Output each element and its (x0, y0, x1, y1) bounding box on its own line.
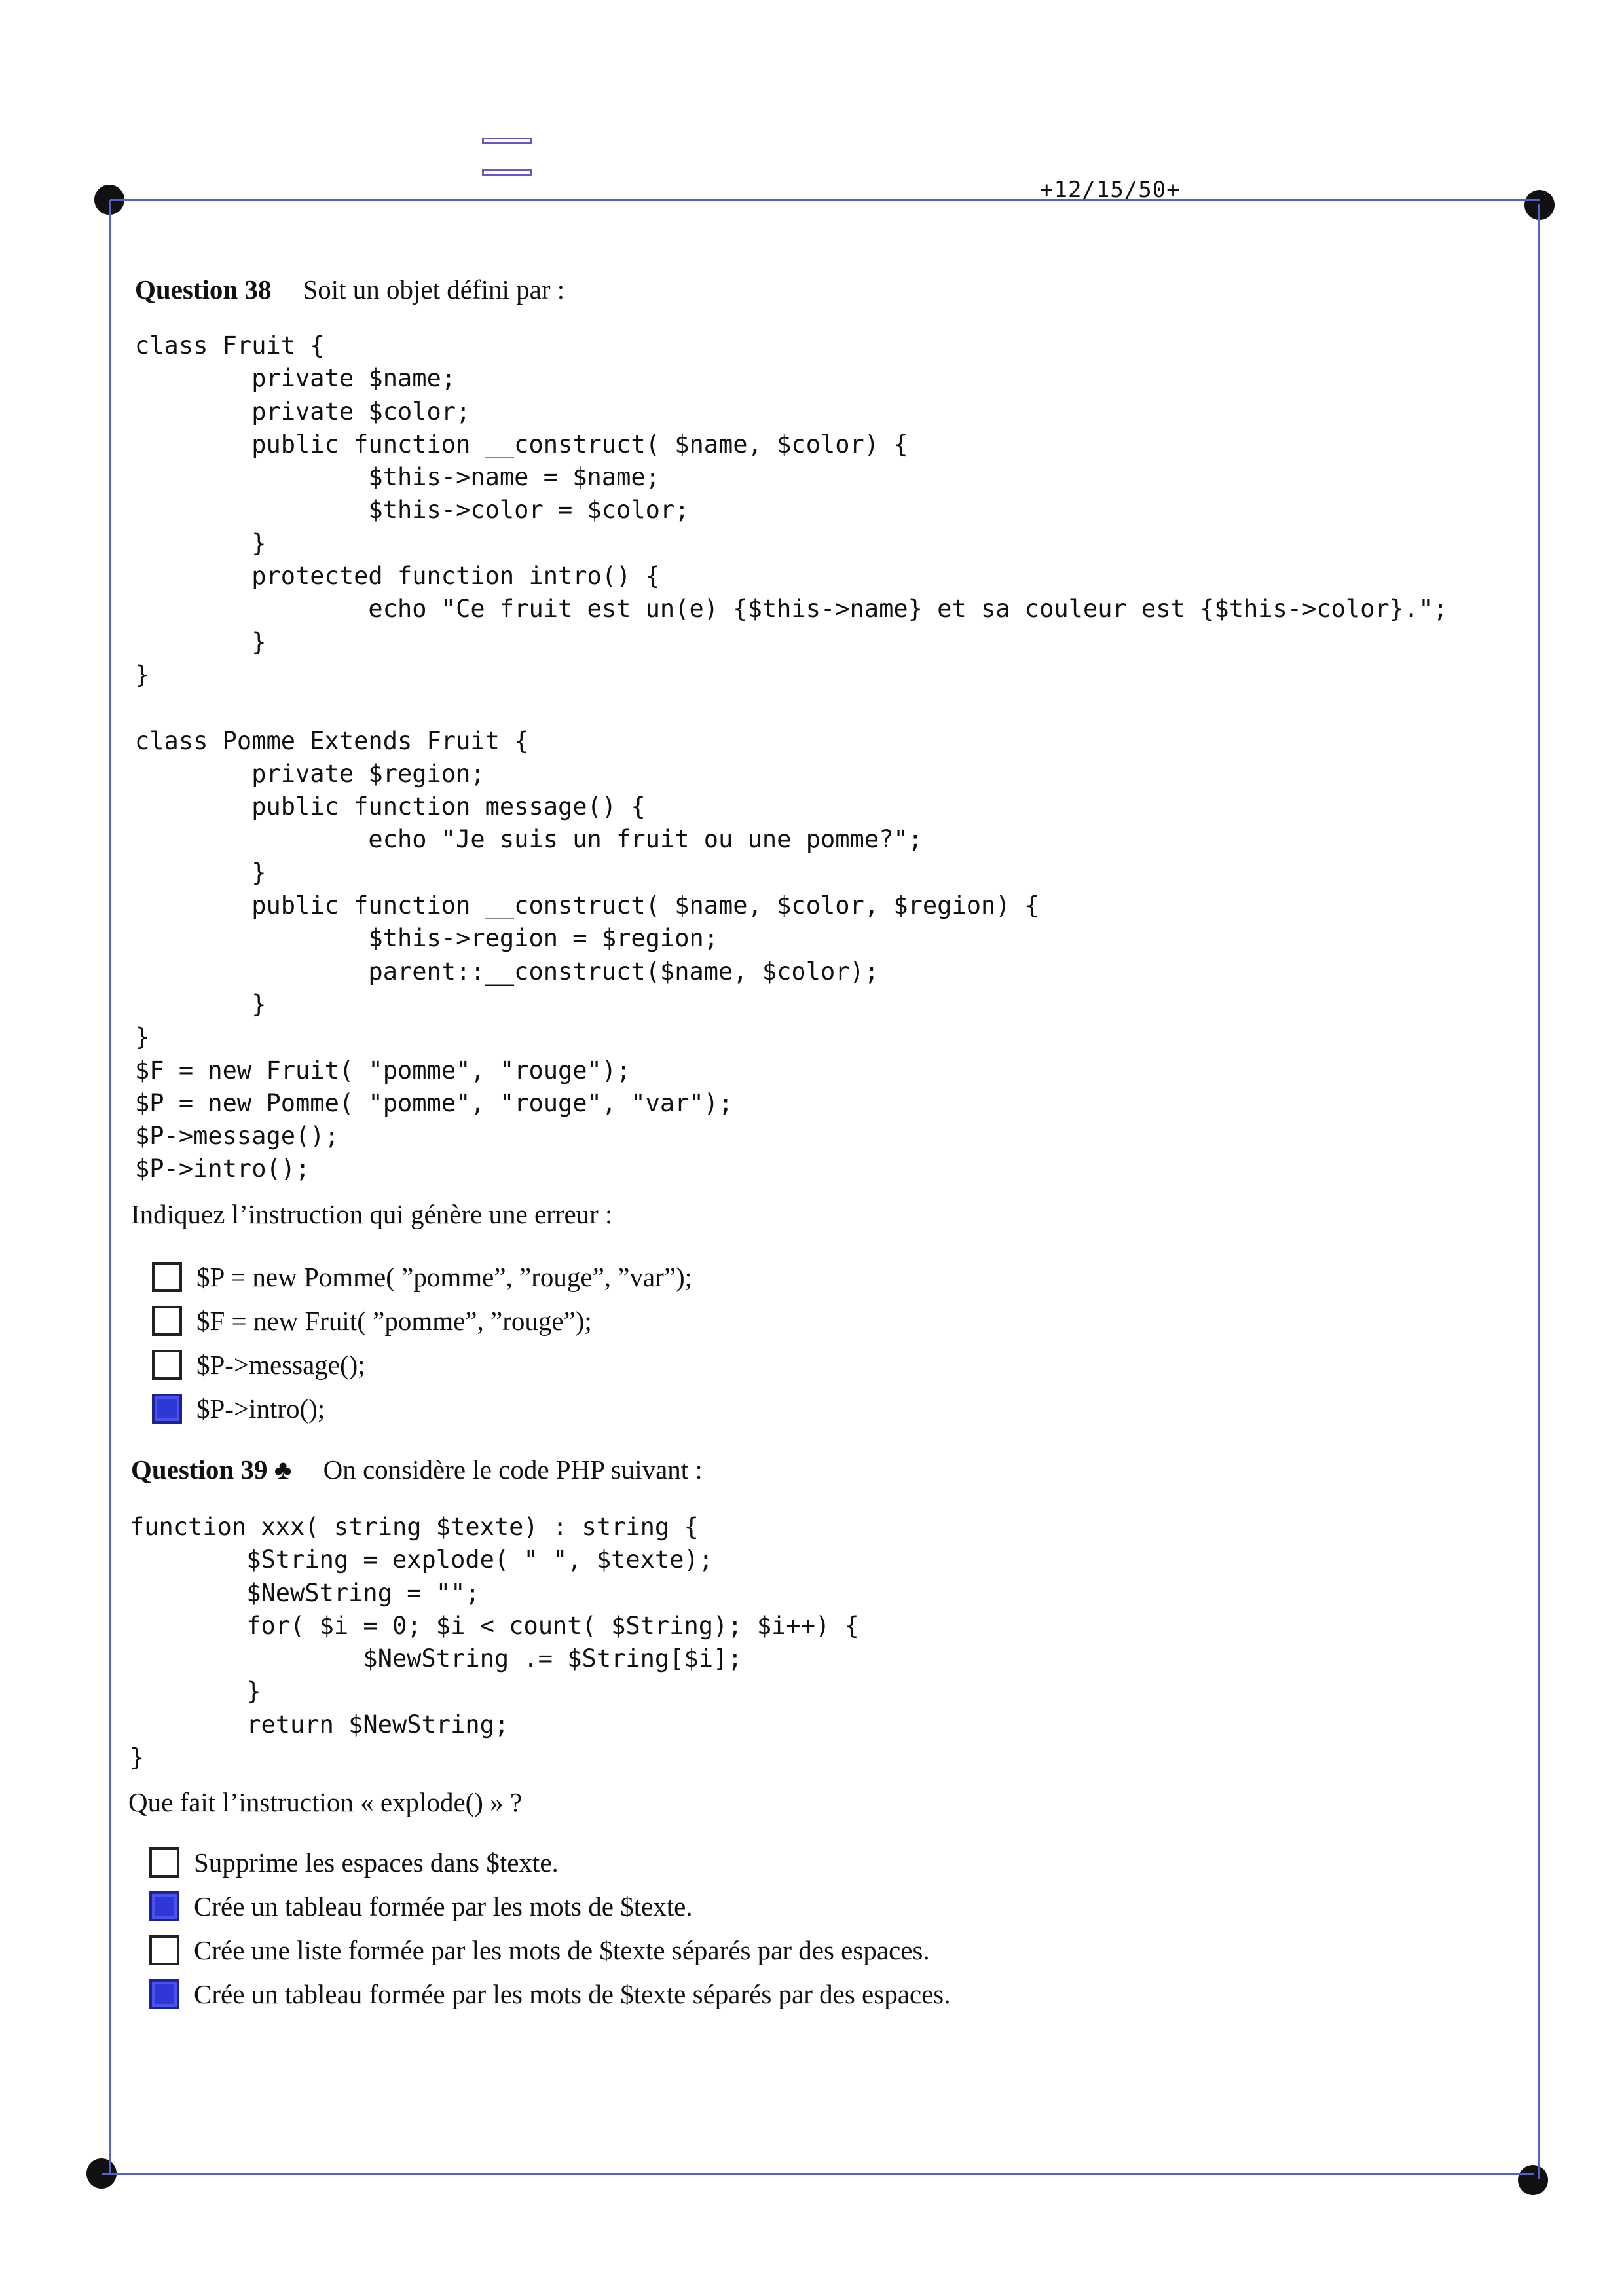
id-codebar-bottom (482, 169, 532, 176)
checkbox[interactable] (152, 1262, 182, 1292)
code-line: class Fruit { (135, 331, 325, 360)
answer-option[interactable] (149, 1884, 951, 1928)
code-line: } (135, 528, 267, 557)
code-line: parent::__construct($name, $color); (135, 957, 879, 986)
code-line: $String = explode( " ", $texte); (130, 1546, 714, 1574)
answer-option[interactable] (152, 1255, 692, 1299)
answer-text: Supprime les espaces dans $texte. (194, 1847, 559, 1878)
code-line: } (130, 1743, 145, 1772)
code-line: } (135, 1023, 150, 1052)
answer-option[interactable] (152, 1299, 692, 1342)
id-codebar-top (482, 138, 532, 144)
question-number: Question 38 (135, 274, 272, 305)
question-number: Question 39 ♣ (131, 1454, 292, 1485)
answer-option[interactable] (149, 1972, 951, 2016)
code-line: $this->region = $region; (135, 924, 719, 953)
question-39-title (131, 1454, 703, 1485)
checkbox[interactable] (149, 1935, 179, 1965)
code-line: } (135, 627, 267, 656)
question-38-prompt: Indiquez l’instruction qui génère une erreur : (131, 1199, 613, 1229)
code-line (135, 692, 1448, 724)
code-line: public function __construct( $name, $color) { (135, 430, 908, 458)
page-id: +12/15/50+ (1040, 177, 1181, 203)
code-line: } (135, 990, 267, 1018)
code-line: } (135, 858, 267, 887)
code-line: $NewString = ""; (130, 1578, 480, 1607)
code-block-q38 (135, 329, 1448, 1186)
code-line: private $color; (135, 397, 471, 426)
answer-text: Crée un tableau formée par les mots de $texte. (194, 1891, 693, 1921)
answer-option[interactable] (152, 1386, 692, 1430)
frame-right (1538, 204, 1540, 2179)
checkbox[interactable] (152, 1306, 182, 1336)
code-line: for( $i = 0; $i < count( $String); $i++) { (130, 1611, 859, 1640)
code-line: public function __construct( $name, $color, $region) { (135, 891, 1040, 920)
answers-q39 (149, 1840, 951, 2016)
checked-box[interactable] (149, 1979, 179, 2009)
answer-option[interactable] (149, 1928, 951, 1972)
code-line: $P->intro(); (135, 1155, 310, 1183)
answers-q38 (152, 1255, 692, 1430)
corner-mark-top-right (1524, 190, 1555, 220)
code-line: $NewString .= $String[$i]; (130, 1644, 743, 1673)
answer-text: $P = new Pomme( ”pomme”, ”rouge”, ”var”); (196, 1261, 693, 1292)
code-line: function xxx( string $texte) : string { (130, 1513, 699, 1541)
frame-bottom (102, 2173, 1534, 2175)
answer-text: $P->message(); (196, 1349, 365, 1380)
code-line: public function message() { (135, 792, 646, 821)
code-block-q39 (130, 1511, 859, 1774)
question-38-title (135, 274, 564, 305)
question-statement: On considère le code PHP suivant : (323, 1454, 703, 1485)
answer-option[interactable] (152, 1342, 692, 1386)
checkbox[interactable] (149, 1847, 179, 1878)
code-line: } (135, 660, 150, 689)
code-line: protected function intro() { (135, 562, 660, 591)
code-line: $P = new Pomme( "pomme", "rouge", "var"); (135, 1088, 733, 1117)
code-line: $P->message(); (135, 1122, 339, 1151)
question-statement: Soit un objet défini par : (303, 274, 565, 305)
code-line: class Pomme Extends Fruit { (135, 726, 529, 755)
checked-box[interactable] (152, 1394, 182, 1424)
corner-mark-bottom-right (1518, 2165, 1548, 2195)
code-line: echo "Ce fruit est un(e) {$this->name} et sa couleur est {$this->color}."; (135, 595, 1448, 623)
answer-text: $P->intro(); (196, 1393, 325, 1424)
answer-option[interactable] (149, 1840, 951, 1884)
answer-text: Crée un tableau formée par les mots de $texte séparés par des espaces. (194, 1978, 951, 2009)
code-line: private $region; (135, 759, 485, 788)
answer-text: Crée une liste formée par les mots de $texte séparés par des espaces. (194, 1935, 930, 1965)
code-line: $this->color = $color; (135, 496, 690, 525)
code-line: return $NewString; (130, 1710, 509, 1739)
code-line: $this->name = $name; (135, 463, 660, 492)
code-line: echo "Je suis un fruit ou une pomme?"; (135, 825, 923, 854)
code-line: $F = new Fruit( "pomme", "rouge"); (135, 1056, 631, 1084)
frame-top (110, 199, 1540, 201)
answer-text: $F = new Fruit( ”pomme”, ”rouge”); (196, 1305, 592, 1336)
question-39-prompt: Que fait l’instruction « explode() » ? (128, 1787, 523, 1817)
frame-left (109, 200, 111, 2174)
code-line: } (130, 1677, 261, 1706)
code-line: private $name; (135, 364, 456, 393)
checkbox[interactable] (152, 1350, 182, 1380)
checked-box[interactable] (149, 1891, 179, 1921)
